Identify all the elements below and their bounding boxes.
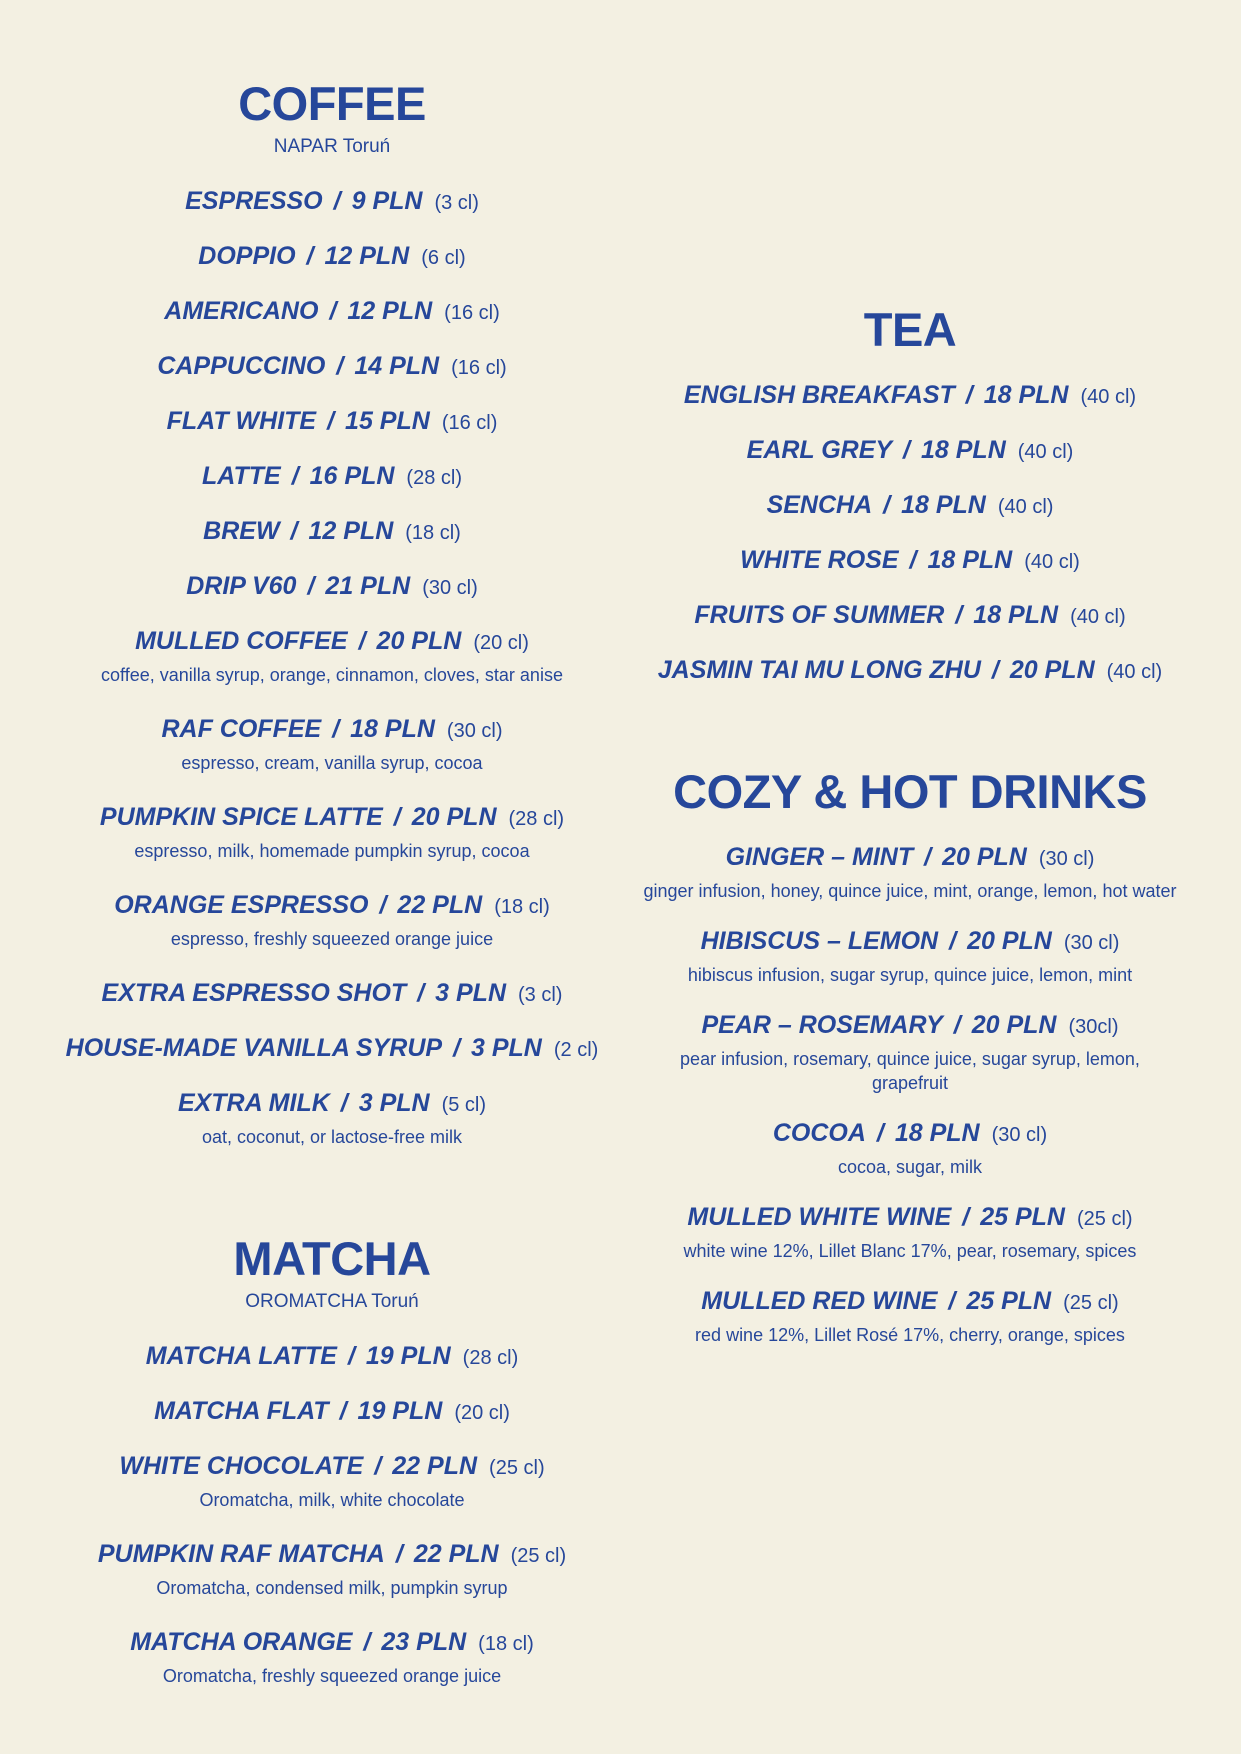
item-name: MATCHA FLAT (154, 1397, 329, 1425)
separator-slash: / (336, 352, 344, 380)
item-name: MULLED COFFEE (135, 627, 348, 655)
item-line (640, 845, 1180, 870)
separator-slash: / (329, 297, 337, 325)
item-price: 18 PLN (983, 381, 1069, 409)
item-volume: (25 cl) (1077, 1208, 1133, 1230)
item-price: 20 PLN (411, 803, 497, 831)
item-volume: (40 cl) (1106, 661, 1163, 683)
item-price: 15 PLN (345, 407, 430, 435)
item-description: cocoa, sugar, milk (837, 1157, 983, 1177)
item-name: SENCHA (766, 491, 873, 519)
coffee-menu-item (62, 189, 602, 214)
item-volume: (18 cl) (478, 1633, 534, 1655)
item-price: 3 PLN (435, 979, 507, 1007)
item-name: PUMPKIN SPICE LATTE (99, 803, 383, 831)
left-column (62, 0, 602, 1688)
tea-title: TEA (863, 303, 957, 356)
item-volume: (3 cl) (434, 192, 479, 214)
separator-slash: / (339, 1397, 347, 1425)
item-line (640, 1121, 1180, 1146)
separator-slash: / (924, 843, 932, 871)
item-line (62, 1542, 602, 1567)
item-price: 12 PLN (308, 517, 394, 545)
separator-slash: / (883, 491, 891, 519)
cozy-section (640, 765, 1180, 1347)
matcha-items (62, 1344, 602, 1688)
item-volume: (40 cl) (997, 496, 1054, 518)
separator-slash: / (948, 1287, 956, 1315)
coffee-menu-item (62, 717, 602, 775)
item-description: Oromatcha, milk, white chocolate (199, 1490, 465, 1510)
item-line (640, 383, 1180, 408)
item-name: DRIP V60 (186, 572, 297, 600)
item-price: 22 PLN (397, 891, 483, 919)
item-price: 20 PLN (967, 927, 1052, 955)
item-price: 25 PLN (980, 1203, 1065, 1231)
separator-slash: / (347, 1342, 355, 1370)
matcha-menu-item (62, 1399, 602, 1424)
item-name: EXTRA MILK (177, 1089, 330, 1117)
matcha-menu-item (62, 1344, 602, 1369)
item-volume: (28 cl) (462, 1347, 519, 1369)
separator-slash: / (290, 517, 298, 545)
item-volume: (2 cl) (553, 1039, 599, 1061)
item-volume: (30 cl) (422, 577, 478, 599)
item-line (62, 1454, 602, 1479)
item-line (62, 409, 602, 434)
tea-menu-item (640, 658, 1180, 683)
item-volume: (30 cl) (1038, 848, 1095, 870)
item-price: 9 PLN (351, 187, 423, 215)
item-name: ESPRESSO (185, 187, 323, 215)
item-name: HIBISCUS – LEMON (700, 927, 939, 955)
item-line (640, 548, 1180, 573)
separator-slash: / (955, 601, 963, 629)
separator-slash: / (307, 572, 315, 600)
cozy-menu-item (640, 1121, 1180, 1179)
matcha-menu-item (62, 1630, 602, 1688)
item-line (62, 1630, 602, 1655)
tea-menu-item (640, 383, 1180, 408)
item-description: white wine 12%, Lillet Blanc 17%, pear, rosemary, spices (683, 1241, 1137, 1261)
right-column (640, 0, 1180, 1347)
item-volume: (20 cl) (454, 1402, 510, 1424)
coffee-menu-item (62, 1036, 602, 1061)
item-name: WHITE ROSE (740, 546, 899, 574)
item-description: pear infusion, rosemary, quince juice, sugar syrup, lemon, grapefruit (680, 1049, 1140, 1093)
matcha-menu-item (62, 1454, 602, 1512)
item-line (62, 244, 602, 269)
item-price: 3 PLN (358, 1089, 430, 1117)
item-line (62, 464, 602, 489)
item-name: FRUITS OF SUMMER (694, 601, 945, 629)
item-line (62, 805, 602, 830)
item-price: 22 PLN (413, 1540, 499, 1568)
item-price: 22 PLN (392, 1452, 478, 1480)
separator-slash: / (453, 1034, 461, 1062)
item-name: JASMIN TAI MU LONG ZHU (657, 656, 981, 684)
item-name: MULLED RED WINE (701, 1287, 938, 1315)
coffee-menu-item (62, 409, 602, 434)
tea-menu-item (640, 438, 1180, 463)
item-line (640, 1289, 1180, 1314)
item-description: ginger infusion, honey, quince juice, mint, orange, lemon, hot water (643, 881, 1177, 901)
item-description: espresso, cream, vanilla syrup, cocoa (181, 753, 483, 773)
item-name: EXTRA ESPRESSO SHOT (101, 979, 407, 1007)
tea-menu-item (640, 603, 1180, 628)
separator-slash: / (363, 1628, 371, 1656)
item-line (640, 658, 1180, 683)
tea-menu-item (640, 493, 1180, 518)
matcha-subtitle: OROMATCHA Toruń (245, 1291, 419, 1312)
item-volume: (6 cl) (421, 247, 466, 269)
cozy-menu-item (640, 845, 1180, 903)
tea-section (640, 303, 1180, 684)
item-volume: (40 cl) (1070, 606, 1126, 628)
separator-slash: / (332, 715, 340, 743)
coffee-menu-item (62, 893, 602, 951)
item-volume: (5 cl) (441, 1094, 487, 1116)
item-name: FLAT WHITE (166, 407, 317, 435)
item-line (640, 603, 1180, 628)
item-volume: (30 cl) (991, 1124, 1048, 1146)
item-price: 14 PLN (354, 352, 440, 380)
item-volume: (30cl) (1068, 1016, 1119, 1038)
cozy-title: COZY & HOT DRINKS (673, 765, 1147, 818)
coffee-section (62, 77, 602, 1149)
item-line (62, 717, 602, 742)
coffee-menu-item (62, 574, 602, 599)
item-price: 19 PLN (357, 1397, 443, 1425)
item-name: HOUSE-MADE VANILLA SYRUP (65, 1034, 443, 1062)
item-line (640, 1013, 1180, 1038)
coffee-subtitle: NAPAR Toruń (273, 136, 391, 157)
item-name: LATTE (202, 462, 281, 490)
item-name: PEAR – ROSEMARY (701, 1011, 943, 1039)
item-price: 20 PLN (376, 627, 462, 655)
item-name: MATCHA ORANGE (130, 1628, 353, 1656)
item-name: BREW (203, 517, 280, 545)
item-price: 16 PLN (309, 462, 395, 490)
separator-slash: / (953, 1011, 961, 1039)
item-volume: (25 cl) (489, 1457, 545, 1479)
item-line (62, 574, 602, 599)
coffee-menu-item (62, 354, 602, 379)
item-name: CAPPUCCINO (157, 352, 326, 380)
item-name: ORANGE ESPRESSO (114, 891, 369, 919)
matcha-section (62, 1232, 602, 1688)
item-line (62, 629, 602, 654)
item-name: DOPPIO (198, 242, 296, 270)
coffee-menu-item (62, 244, 602, 269)
separator-slash: / (340, 1089, 348, 1117)
coffee-menu-item (62, 519, 602, 544)
coffee-items (62, 189, 602, 1149)
item-line (62, 519, 602, 544)
separator-slash: / (374, 1452, 382, 1480)
item-name: WHITE CHOCOLATE (119, 1452, 364, 1480)
item-line (62, 189, 602, 214)
separator-slash: / (291, 462, 299, 490)
item-price: 21 PLN (325, 572, 411, 600)
separator-slash: / (909, 546, 917, 574)
item-volume: (3 cl) (518, 984, 563, 1006)
tea-items (640, 383, 1180, 683)
item-line (640, 438, 1180, 463)
item-price: 18 PLN (901, 491, 986, 519)
item-price: 19 PLN (365, 1342, 451, 1370)
item-volume: (16 cl) (451, 357, 507, 379)
cozy-menu-item (640, 1205, 1180, 1263)
item-price: 12 PLN (324, 242, 410, 270)
item-price: 18 PLN (894, 1119, 980, 1147)
item-price: 18 PLN (350, 715, 435, 743)
item-price: 18 PLN (927, 546, 1013, 574)
separator-slash: / (327, 407, 335, 435)
item-line (62, 354, 602, 379)
separator-slash: / (358, 627, 366, 655)
separator-slash: / (903, 436, 910, 464)
item-volume: (28 cl) (406, 467, 462, 489)
coffee-menu-item (62, 805, 602, 863)
coffee-menu-item (62, 299, 602, 324)
item-line (62, 1091, 602, 1116)
tea-menu-item (640, 548, 1180, 573)
separator-slash: / (876, 1119, 884, 1147)
separator-slash: / (395, 1540, 403, 1568)
item-description: oat, coconut, or lactose-free milk (201, 1127, 463, 1147)
item-name: GINGER – MINT (725, 843, 914, 871)
separator-slash: / (393, 803, 401, 831)
coffee-menu-item (62, 1091, 602, 1149)
item-price: 12 PLN (347, 297, 433, 325)
item-name: AMERICANO (164, 297, 319, 325)
item-price: 18 PLN (973, 601, 1059, 629)
item-line (640, 1205, 1180, 1230)
item-description: Oromatcha, condensed milk, pumpkin syrup (156, 1578, 508, 1598)
coffee-title: COFFEE (238, 77, 426, 130)
item-volume: (18 cl) (494, 896, 550, 918)
item-price: 18 PLN (921, 436, 1006, 464)
coffee-menu-item (62, 464, 602, 489)
item-line (62, 1399, 602, 1424)
item-description: hibiscus infusion, sugar syrup, quince juice, lemon, mint (687, 965, 1133, 985)
item-volume: (20 cl) (473, 632, 529, 654)
item-description: espresso, milk, homemade pumpkin syrup, cocoa (134, 841, 530, 861)
item-line (62, 299, 602, 324)
item-price: 25 PLN (966, 1287, 1052, 1315)
item-line (640, 929, 1180, 954)
separator-slash: / (949, 927, 957, 955)
item-volume: (16 cl) (444, 302, 500, 324)
item-line (62, 893, 602, 918)
item-name: PUMPKIN RAF MATCHA (97, 1540, 385, 1568)
item-volume: (30 cl) (1063, 932, 1120, 954)
cozy-menu-item (640, 1013, 1180, 1095)
coffee-menu-item (62, 629, 602, 687)
item-volume: (30 cl) (446, 720, 503, 742)
separator-slash: / (991, 656, 999, 684)
item-volume: (40 cl) (1017, 441, 1074, 463)
separator-slash: / (962, 1203, 970, 1231)
item-name: RAF COFFEE (161, 715, 322, 743)
item-name: EARL GREY (746, 436, 893, 464)
item-description: coffee, vanilla syrup, orange, cinnamon, cloves, star anise (101, 665, 563, 685)
separator-slash: / (417, 979, 425, 1007)
matcha-menu-item (62, 1542, 602, 1600)
item-price: 23 PLN (381, 1628, 467, 1656)
item-volume: (40 cl) (1080, 386, 1137, 408)
item-description: Oromatcha, freshly squeezed orange juice (162, 1666, 502, 1686)
item-line (62, 981, 602, 1006)
cozy-menu-item (640, 929, 1180, 987)
item-name: MATCHA LATTE (145, 1342, 337, 1370)
matcha-title: MATCHA (233, 1232, 431, 1285)
item-volume: (25 cl) (1063, 1292, 1119, 1314)
item-volume: (25 cl) (510, 1545, 567, 1567)
item-name: COCOA (772, 1119, 866, 1147)
separator-slash: / (379, 891, 387, 919)
item-name: ENGLISH BREAKFAST (683, 381, 955, 409)
item-line (62, 1344, 602, 1369)
item-price: 20 PLN (942, 843, 1027, 871)
item-price: 3 PLN (471, 1034, 542, 1062)
separator-slash: / (333, 187, 341, 215)
item-volume: (40 cl) (1024, 551, 1080, 573)
coffee-menu-item (62, 981, 602, 1006)
item-price: 20 PLN (971, 1011, 1057, 1039)
item-description: espresso, freshly squeezed orange juice (170, 929, 494, 949)
item-price: 20 PLN (1009, 656, 1095, 684)
item-volume: (16 cl) (441, 412, 498, 434)
item-description: red wine 12%, Lillet Rosé 17%, cherry, orange, spices (695, 1325, 1125, 1345)
cozy-menu-item (640, 1289, 1180, 1347)
separator-slash: / (965, 381, 973, 409)
item-line (640, 493, 1180, 518)
item-volume: (28 cl) (508, 808, 565, 830)
cozy-items (640, 845, 1180, 1347)
item-name: MULLED WHITE WINE (687, 1203, 952, 1231)
separator-slash: / (306, 242, 314, 270)
item-volume: (18 cl) (405, 522, 461, 544)
item-line (62, 1036, 602, 1061)
